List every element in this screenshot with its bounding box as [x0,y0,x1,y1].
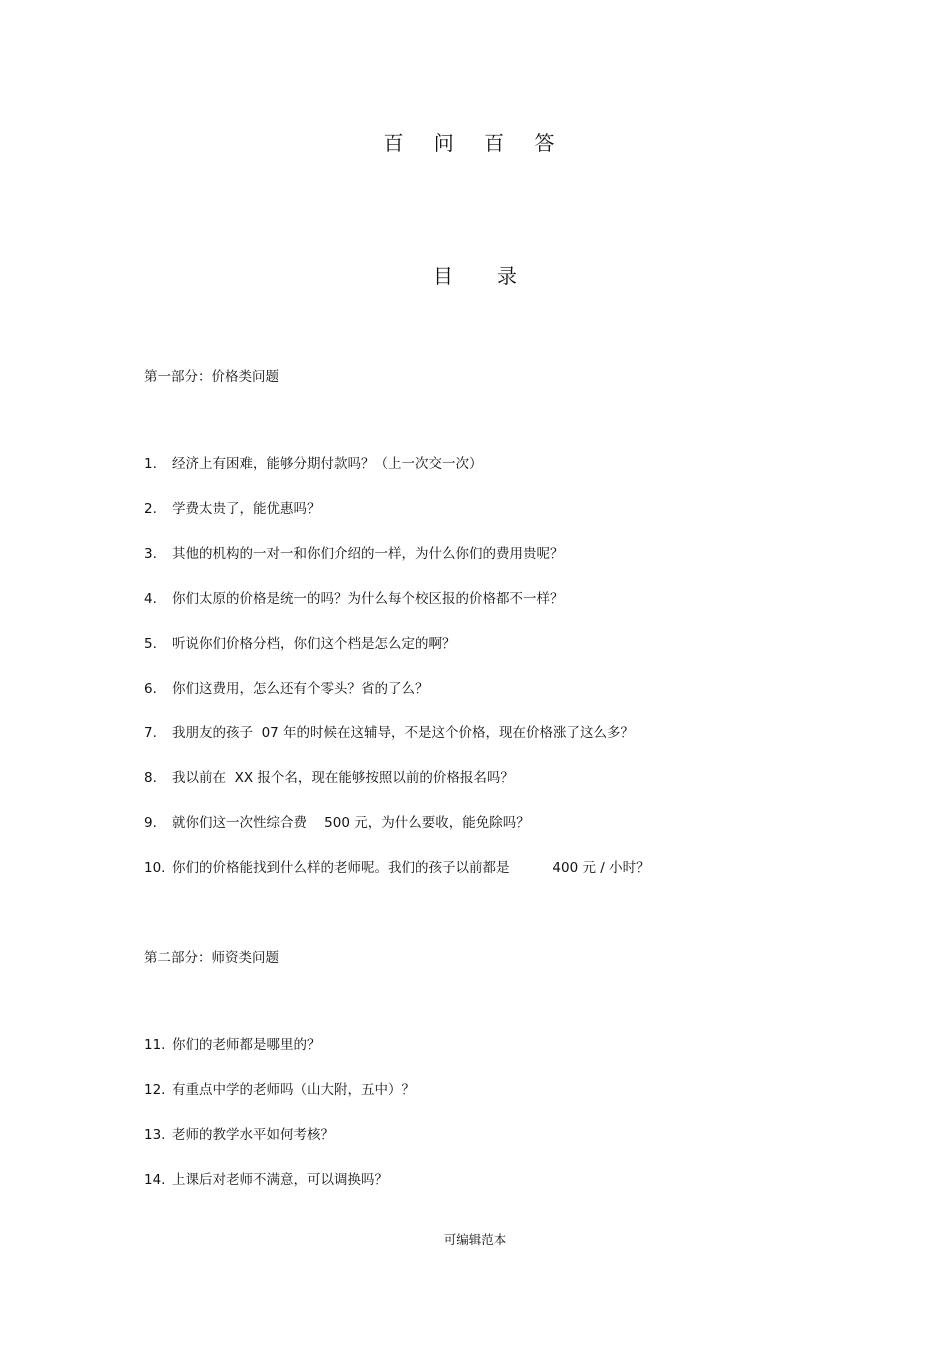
toc-heading [0,260,950,289]
toc-item: 1. 经济上有困难，能够分期付款吗？（上一次交一次） [144,456,483,472]
toc-item: 12. 有重点中学的老师吗（山大附，五中）？ [144,1082,415,1098]
toc-item: 11. 你们的老师都是哪里的？ [144,1037,321,1053]
toc-item: 13. 老师的教学水平如何考核？ [144,1127,334,1143]
section-title-price: 第一部分：价格类问题 [144,369,279,385]
toc-item: 5. 听说你们价格分档，你们这个档是怎么定的啊？ [144,636,456,652]
toc-item: 9. 就你们这一次性综合费 500 元，为什么要收，能免除吗？ [144,815,530,831]
toc-heading-right: 录 [497,264,517,288]
section-title-teachers: 第二部分：师资类问题 [144,950,279,966]
toc-item: 10. 你们的价格能找到什么样的老师呢。我们的孩子以前都是 400 元 / 小时？ [144,860,650,876]
toc-item: 7. 我朋友的孩子 07 年的时候在这辅导，不是这个价格，现在价格涨了这么多？ [144,725,635,741]
toc-item: 14. 上课后对老师不满意，可以调换吗？ [144,1172,388,1188]
toc-item: 4. 你们太原的价格是统一的吗？为什么每个校区报的价格都不一样？ [144,591,564,607]
toc-item: 3. 其他的机构的一对一和你们介绍的一样，为什么你们的费用贵呢？ [144,546,564,562]
toc-item: 8. 我以前在 XX 报个名，现在能够按照以前的价格报名吗？ [144,770,514,786]
document-title: 百 问 百 答 [383,131,567,155]
page-footer: 可编辑范本 [443,1232,507,1247]
toc-heading-left: 目 [433,264,453,288]
toc-item: 2. 学费太贵了，能优惠吗？ [144,501,321,517]
toc-item: 6. 你们这费用，怎么还有个零头？省的了么？ [144,681,429,697]
